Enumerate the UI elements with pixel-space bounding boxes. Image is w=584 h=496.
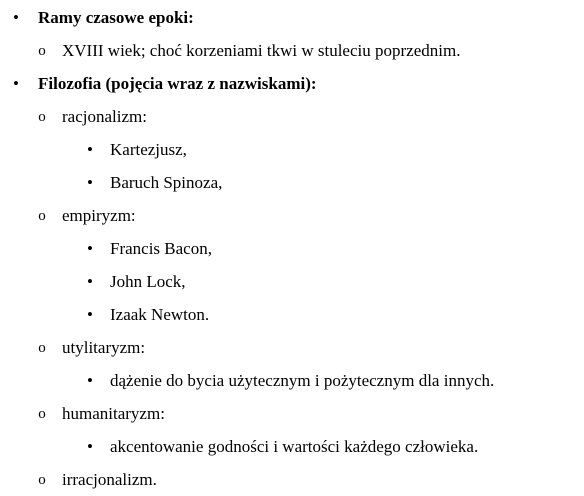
list-item-text: Izaak Newton.: [110, 305, 210, 324]
bullet-hollow: o: [38, 406, 46, 422]
list-item-text: dążenie do bycia użytecznym i pożytecznym dla innych.: [110, 371, 495, 390]
list-item-text: Baruch Spinoza,: [110, 173, 223, 192]
bullet-hollow: o: [38, 340, 46, 356]
list-item-text: irracjonalizm.: [62, 470, 157, 489]
bullet-hollow: o: [38, 109, 46, 125]
list-item-text: Ramy czasowe epoki:: [38, 8, 194, 27]
bullet-hollow: o: [38, 472, 46, 488]
bullet-filled: •: [87, 173, 93, 192]
bullet-filled: •: [87, 140, 93, 159]
bullet-filled: •: [87, 305, 93, 324]
bullet-filled: •: [87, 371, 93, 390]
list-item-text: Filozofia (pojęcia wraz z nazwiskami):: [38, 74, 317, 93]
list-item-text: akcentowanie godności i wartości każdego człowieka.: [110, 437, 479, 456]
list-item-text: utylitaryzm:: [62, 338, 146, 357]
list-item-text: Kartezjusz,: [110, 140, 187, 159]
bullet-filled: •: [87, 239, 93, 258]
bullet-filled: •: [87, 272, 93, 291]
list-item-text: empiryzm:: [62, 206, 136, 225]
bullet-filled: •: [13, 74, 19, 93]
list-item-text: Francis Bacon,: [110, 239, 212, 258]
bullet-hollow: o: [38, 43, 46, 59]
bullet-filled: •: [87, 437, 93, 456]
bullet-hollow: o: [38, 208, 46, 224]
bullet-filled: •: [13, 8, 19, 27]
list-item-text: humanitaryzm:: [62, 404, 165, 423]
list-item-text: racjonalizm:: [62, 107, 147, 126]
list-item-text: XVIII wiek; choć korzeniami tkwi w stuleciu poprzednim.: [62, 41, 461, 60]
list-item-text: John Lock,: [110, 272, 186, 291]
